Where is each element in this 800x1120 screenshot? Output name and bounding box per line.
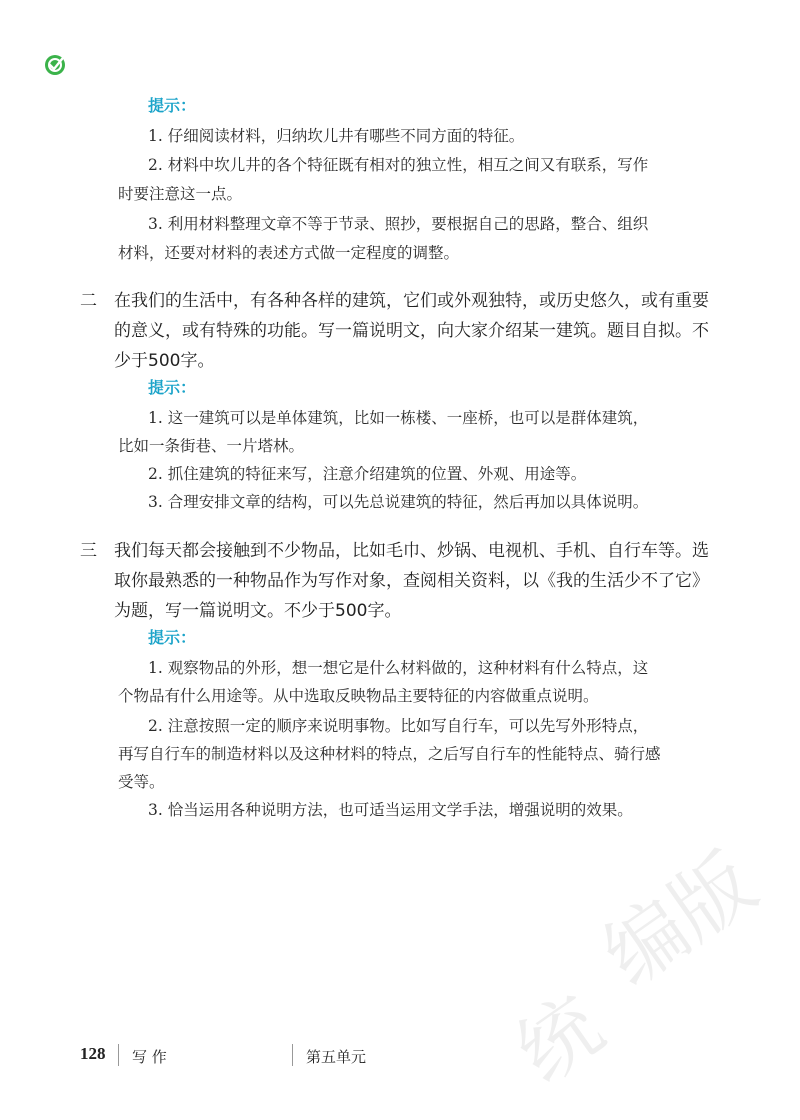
hint-line: 2. 抓住建筑的特征来写，注意介绍建筑的位置、外观、用途等。: [148, 465, 587, 483]
question-text: 为题，写一篇说明文。不少于500字。: [114, 601, 402, 621]
footer-section: 写 作: [132, 1048, 167, 1066]
question-text: 少于500字。: [114, 351, 215, 371]
hint-line: 1. 仔细阅读材料，归纳坎儿井有哪些不同方面的特征。: [148, 127, 525, 145]
hint-line: 个物品有什么用途等。从中选取反映物品主要特征的内容做重点说明。: [118, 687, 599, 705]
question-number: 三: [80, 541, 97, 561]
hint-line: 2. 注意按照一定的顺序来说明事物。比如写自行车，可以先写外形特点，: [148, 717, 649, 735]
footer-divider: [292, 1044, 293, 1066]
watermark-text: 编版: [587, 835, 772, 1004]
question-text: 的意义，或有特殊的功能。写一篇说明文，向大家介绍某一建筑。题目自拟。不: [114, 321, 709, 341]
hint-line: 3. 利用材料整理文章不等于节录、照抄，要根据自己的思路，整合、组织: [148, 215, 649, 233]
hint-line: 比如一条街巷、一片塔林。: [118, 437, 305, 455]
hint-line: 2. 材料中坎儿井的各个特征既有相对的独立性，相互之间又有联系，写作: [148, 156, 649, 174]
question-text: 我们每天都会接触到不少物品，比如毛巾、炒锅、电视机、手机、自行车等。选: [114, 541, 709, 561]
footer-unit: 第五单元: [306, 1048, 367, 1066]
hint-line: 1. 这一建筑可以是单体建筑，比如一栋楼、一座桥，也可以是群体建筑，: [148, 409, 649, 427]
question-text: 在我们的生活中，有各种各样的建筑，它们或外观独特，或历史悠久，或有重要: [114, 291, 709, 311]
hint-line: 3. 合理安排文章的结构，可以先总说建筑的特征，然后再加以具体说明。: [148, 493, 649, 511]
page-number: 128: [80, 1044, 106, 1063]
hint-line: 时要注意这一点。: [118, 185, 243, 203]
hint-label: 提示：: [148, 96, 197, 115]
question-text: 取你最熟悉的一种物品作为写作对象，查阅相关资料，以《我的生活少不了它》: [114, 571, 709, 591]
hint-line: 3. 恰当运用各种说明方法，也可适当运用文学手法，增强说明的效果。: [148, 801, 633, 819]
watermark-text: 统: [500, 978, 620, 1101]
hint-label: 提示：: [148, 628, 197, 647]
checkmark-circle-icon: [44, 54, 66, 76]
question-number: 二: [80, 291, 97, 311]
hint-line: 再写自行车的制造材料以及这种材料的特点，之后写自行车的性能特点、骑行感: [118, 745, 661, 763]
footer-divider: [118, 1044, 119, 1066]
hint-line: 1. 观察物品的外形，想一想它是什么材料做的，这种材料有什么特点，这: [148, 659, 649, 677]
hint-line: 受等。: [118, 773, 165, 791]
hint-label: 提示：: [148, 378, 197, 397]
hint-line: 材料，还要对材料的表述方式做一定程度的调整。: [118, 244, 460, 262]
